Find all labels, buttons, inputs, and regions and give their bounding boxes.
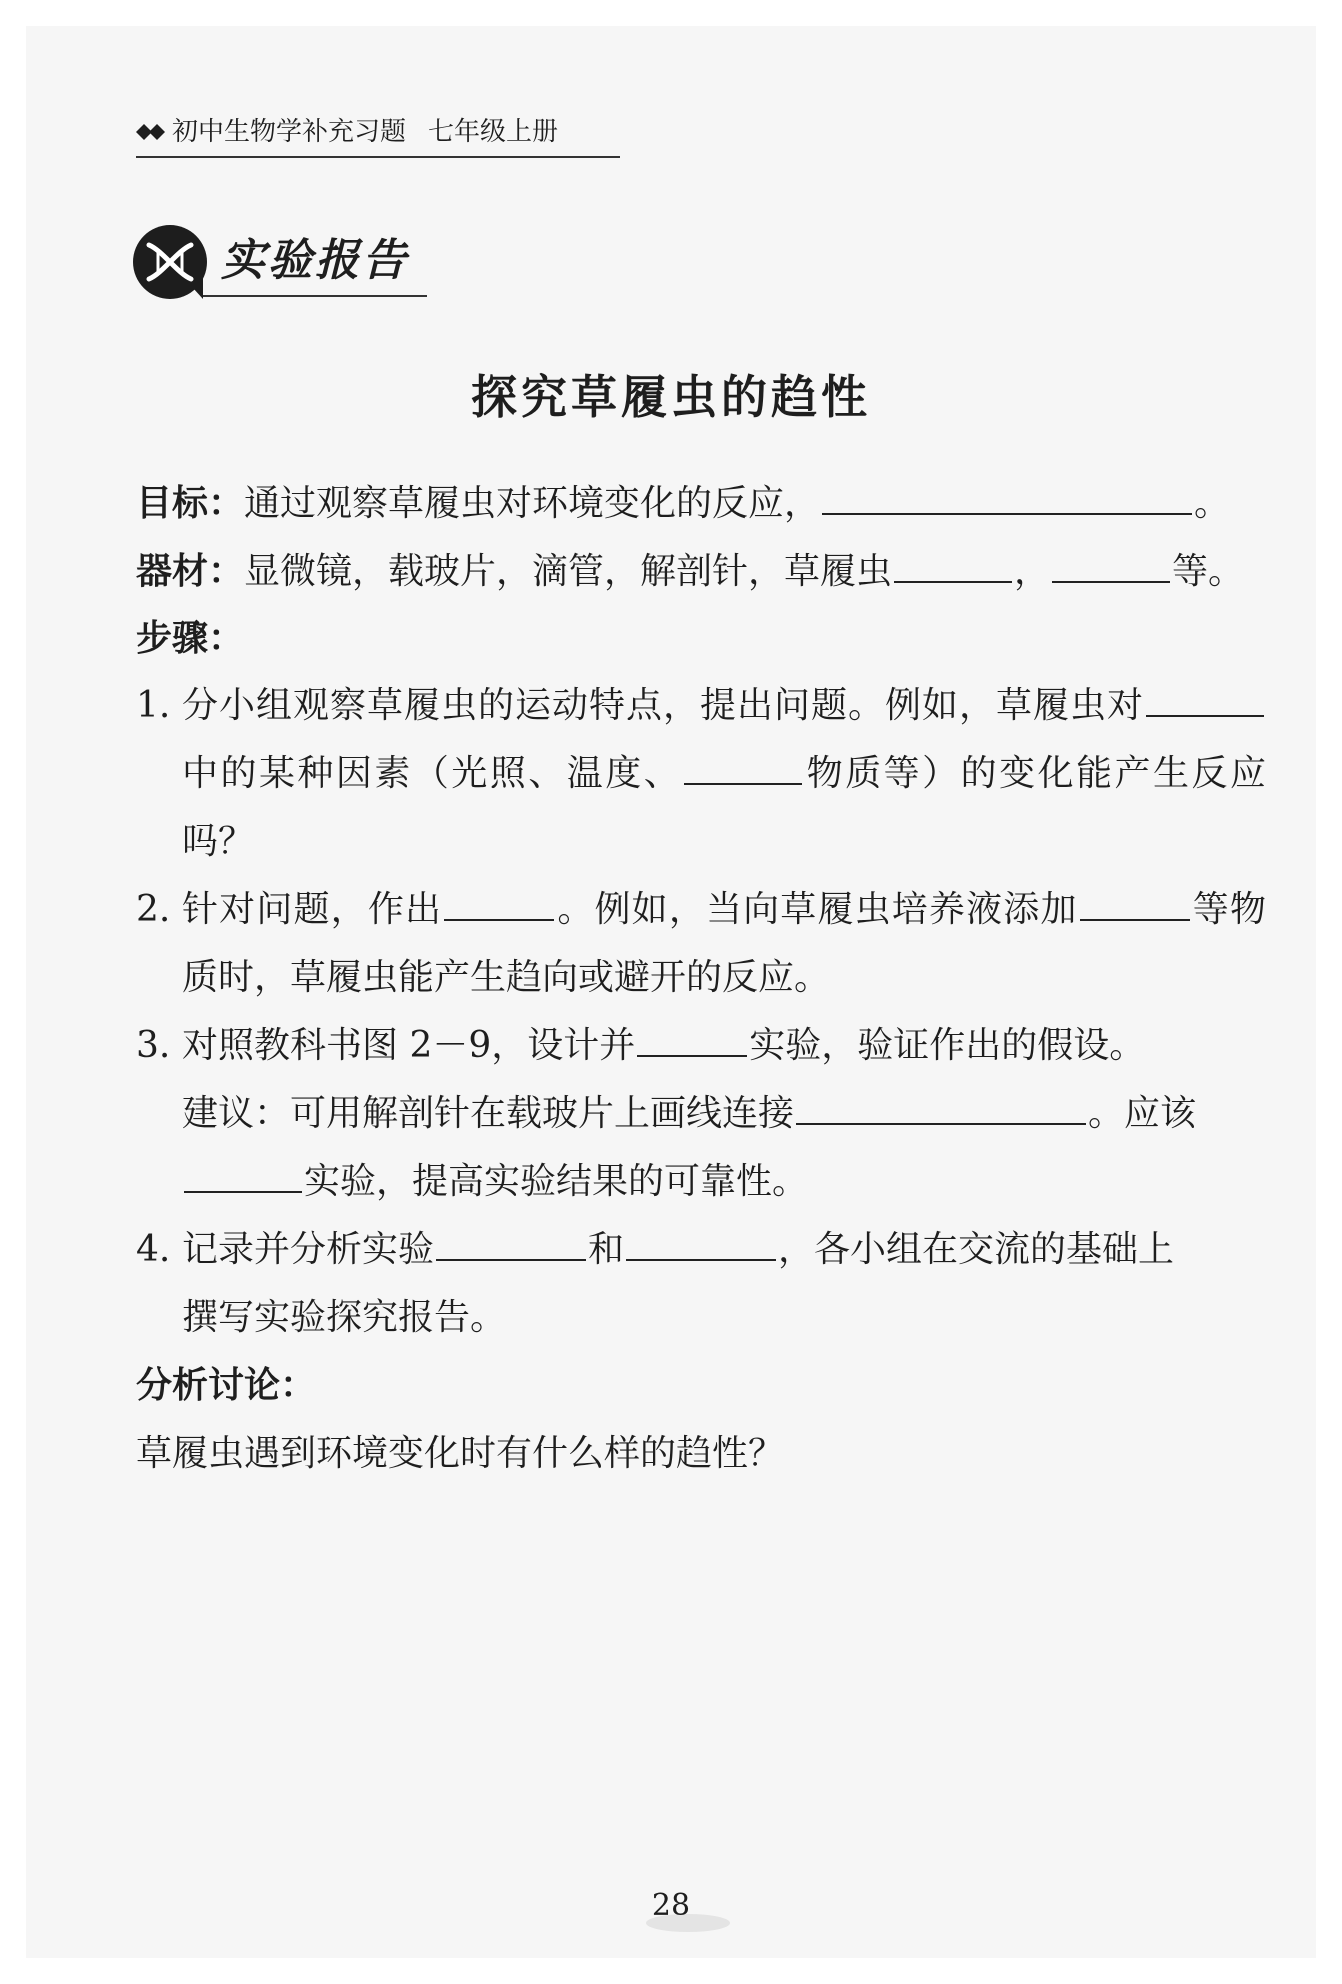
- step-number: 2.: [136, 889, 171, 930]
- materials-line: [136, 538, 1266, 606]
- step-text: 撰写实验探究报告。: [182, 1297, 507, 1338]
- step-1: [136, 672, 1266, 876]
- step-text: 和: [588, 1229, 625, 1270]
- materials-blank-1[interactable]: [894, 551, 1012, 583]
- materials-end: 等。: [1172, 551, 1245, 592]
- dna-icon: [143, 237, 197, 287]
- step-body: [182, 876, 1266, 1012]
- page-title: 探究草履虫的趋性: [471, 370, 871, 424]
- discussion-question: 草履虫遇到环境变化时有什么样的趋性？: [136, 1433, 785, 1474]
- step-text: 对照教科书图 2－9，设计并: [182, 1025, 636, 1066]
- section-underline: [203, 295, 427, 297]
- step-text: 。应该: [1088, 1093, 1197, 1134]
- step-1-blank-1[interactable]: [1146, 685, 1264, 717]
- running-header: [136, 114, 620, 158]
- discussion-heading: [136, 1352, 1266, 1420]
- step-body: [182, 672, 1266, 876]
- step-2: [136, 876, 1266, 1012]
- step-text: 分小组观察草履虫的运动特点，提出问题。例如，草履虫对: [182, 685, 1144, 726]
- step-4-blank-2[interactable]: [626, 1229, 776, 1261]
- goal-end: 。: [1194, 483, 1231, 524]
- goal-text: 通过观察草履虫对环境变化的反应，: [244, 483, 821, 524]
- step-3-blank-1[interactable]: [637, 1025, 747, 1057]
- section-badge: [133, 225, 427, 305]
- diamond-bullet-icon: [136, 122, 166, 142]
- step-4: [136, 1216, 1266, 1352]
- step-2-blank-1[interactable]: [444, 889, 554, 921]
- step-text: 。例如，当向草履虫培养液添加: [556, 889, 1078, 930]
- materials-sep: ，: [1014, 551, 1051, 592]
- page-number: 28: [651, 1888, 691, 1923]
- goal-line: [136, 470, 1266, 538]
- step-body: [182, 1012, 1266, 1216]
- step-text: 实验，验证作出的假设。: [749, 1025, 1146, 1066]
- step-body: [182, 1216, 1266, 1352]
- materials-label: 器材：: [136, 551, 245, 592]
- materials-blank-2[interactable]: [1052, 551, 1170, 583]
- dna-badge-circle: [133, 225, 207, 299]
- step-text: 实验，提高实验结果的可靠性。: [304, 1161, 809, 1202]
- step-2-blank-2[interactable]: [1080, 889, 1190, 921]
- step-number: 3.: [136, 1025, 171, 1066]
- grade-label: 七年级上册: [428, 117, 559, 147]
- step-number: 1.: [136, 685, 171, 726]
- step-3-blank-3[interactable]: [184, 1161, 302, 1193]
- section-label: 实验报告: [221, 235, 409, 286]
- goal-blank[interactable]: [822, 483, 1192, 515]
- step-text: 针对问题，作出: [182, 889, 443, 930]
- step-4-blank-1[interactable]: [436, 1229, 586, 1261]
- step-text: 物质等）的变化能产生反应吗？: [182, 753, 1266, 862]
- step-3-blank-2[interactable]: [796, 1093, 1086, 1125]
- step-3: [136, 1012, 1266, 1216]
- book-title: 初中生物学补充习题: [172, 117, 407, 147]
- steps-heading: [136, 605, 1266, 673]
- step-text: 等物质时，草履虫能产生趋向或避开的反应。: [182, 889, 1266, 998]
- step-1-blank-2[interactable]: [684, 753, 802, 785]
- goal-label: 目标：: [136, 483, 245, 524]
- step-text: ，各小组在交流的基础上: [778, 1229, 1175, 1270]
- materials-text: 显微镜，载玻片，滴管，解剖针，草履虫: [244, 551, 893, 592]
- step-number: 4.: [136, 1229, 171, 1270]
- step-text: 记录并分析实验: [182, 1229, 435, 1270]
- steps-label: 步骤：: [136, 618, 245, 659]
- step-text: 建议：可用解剖针在载玻片上画线连接: [182, 1093, 795, 1134]
- discussion-label: 分析讨论：: [136, 1365, 317, 1406]
- step-text: 中的某种因素（光照、温度、: [182, 753, 683, 794]
